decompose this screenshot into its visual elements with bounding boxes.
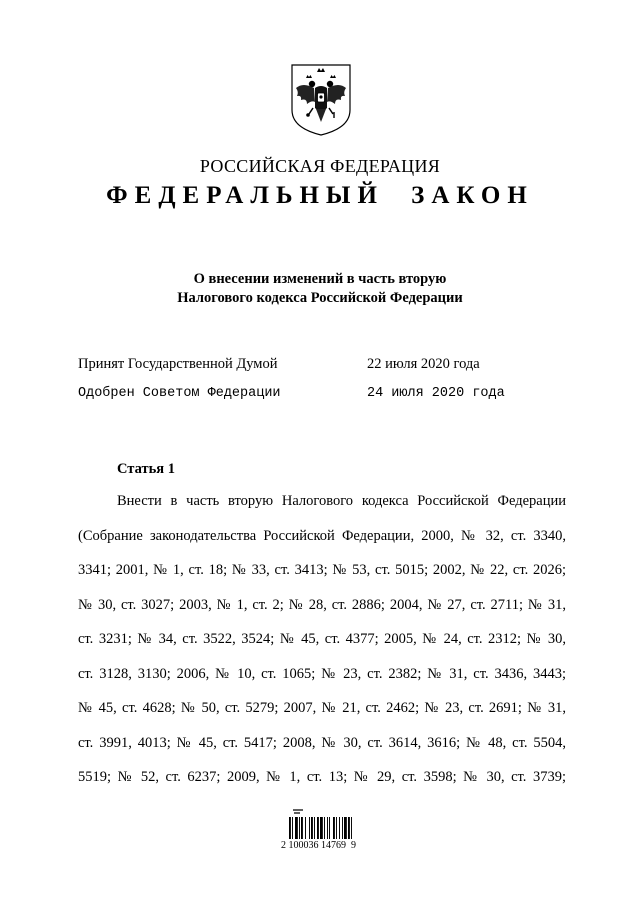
article-line: ст. 3128, 3130; 2006, № 10, ст. 1065; № 23, ст. 2382; № 31, ст. 3436, 3443; [78,665,566,682]
article-line: (Собрание законодательства Российской Федерации, 2000, № 32, ст. 3340, [78,527,566,544]
russian-coat-of-arms-icon [289,62,353,138]
law-subject-line-2: Налогового кодекса Российской Федерации [177,290,463,306]
barcode-number: 2 100036 14769 9 [281,840,356,851]
article-line: ст. 3231; № 34, ст. 3522, 3524; № 45, ст. 4377; 2005, № 24, ст. 2312; № 30, [78,631,566,647]
approved-by-council-label: Одобрен Советом Федерации [78,386,281,401]
article-line: 3341; 2001, № 1, ст. 18; № 33, ст. 3413; № 53, ст. 5015; 2002, № 22, ст. 2026; [78,562,566,578]
article-line: № 45, ст. 4628; № 50, ст. 5279; 2007, № 21, ст. 2462; № 23, ст. 2691; № 31, [78,700,566,716]
country-name: РОССИЙСКАЯ ФЕДЕРАЦИЯ [199,156,441,176]
article-heading: Статья 1 [117,461,175,477]
adopted-by-duma-label: Принят Государственной Думой [78,356,278,372]
document-type-title: ФЕДЕРАЛЬНЫЙ ЗАКОН [106,182,534,209]
article-line: 5519; № 52, ст. 6237; 2009, № 1, ст. 13; № 29, ст. 3598; № 30, ст. 3739; [78,769,566,785]
adopted-by-duma-date: 22 июля 2020 года [367,356,480,372]
article-line: Внести в часть вторую Налогового кодекса Российской Федерации [117,493,566,509]
article-line: ст. 3991, 4013; № 45, ст. 5417; 2008, № 30, ст. 3614, 3616; № 48, ст. 5504, [78,734,566,751]
law-subject [0,270,640,308]
article-line: № 30, ст. 3027; 2003, № 1, ст. 2; № 28, ст. 2886; 2004, № 27, ст. 2711; № 31, [78,596,566,613]
article-body [78,491,566,802]
approved-by-council-date: 24 июля 2020 года [367,386,505,401]
law-subject-line-1: О внесении изменений в часть вторую [193,271,447,287]
